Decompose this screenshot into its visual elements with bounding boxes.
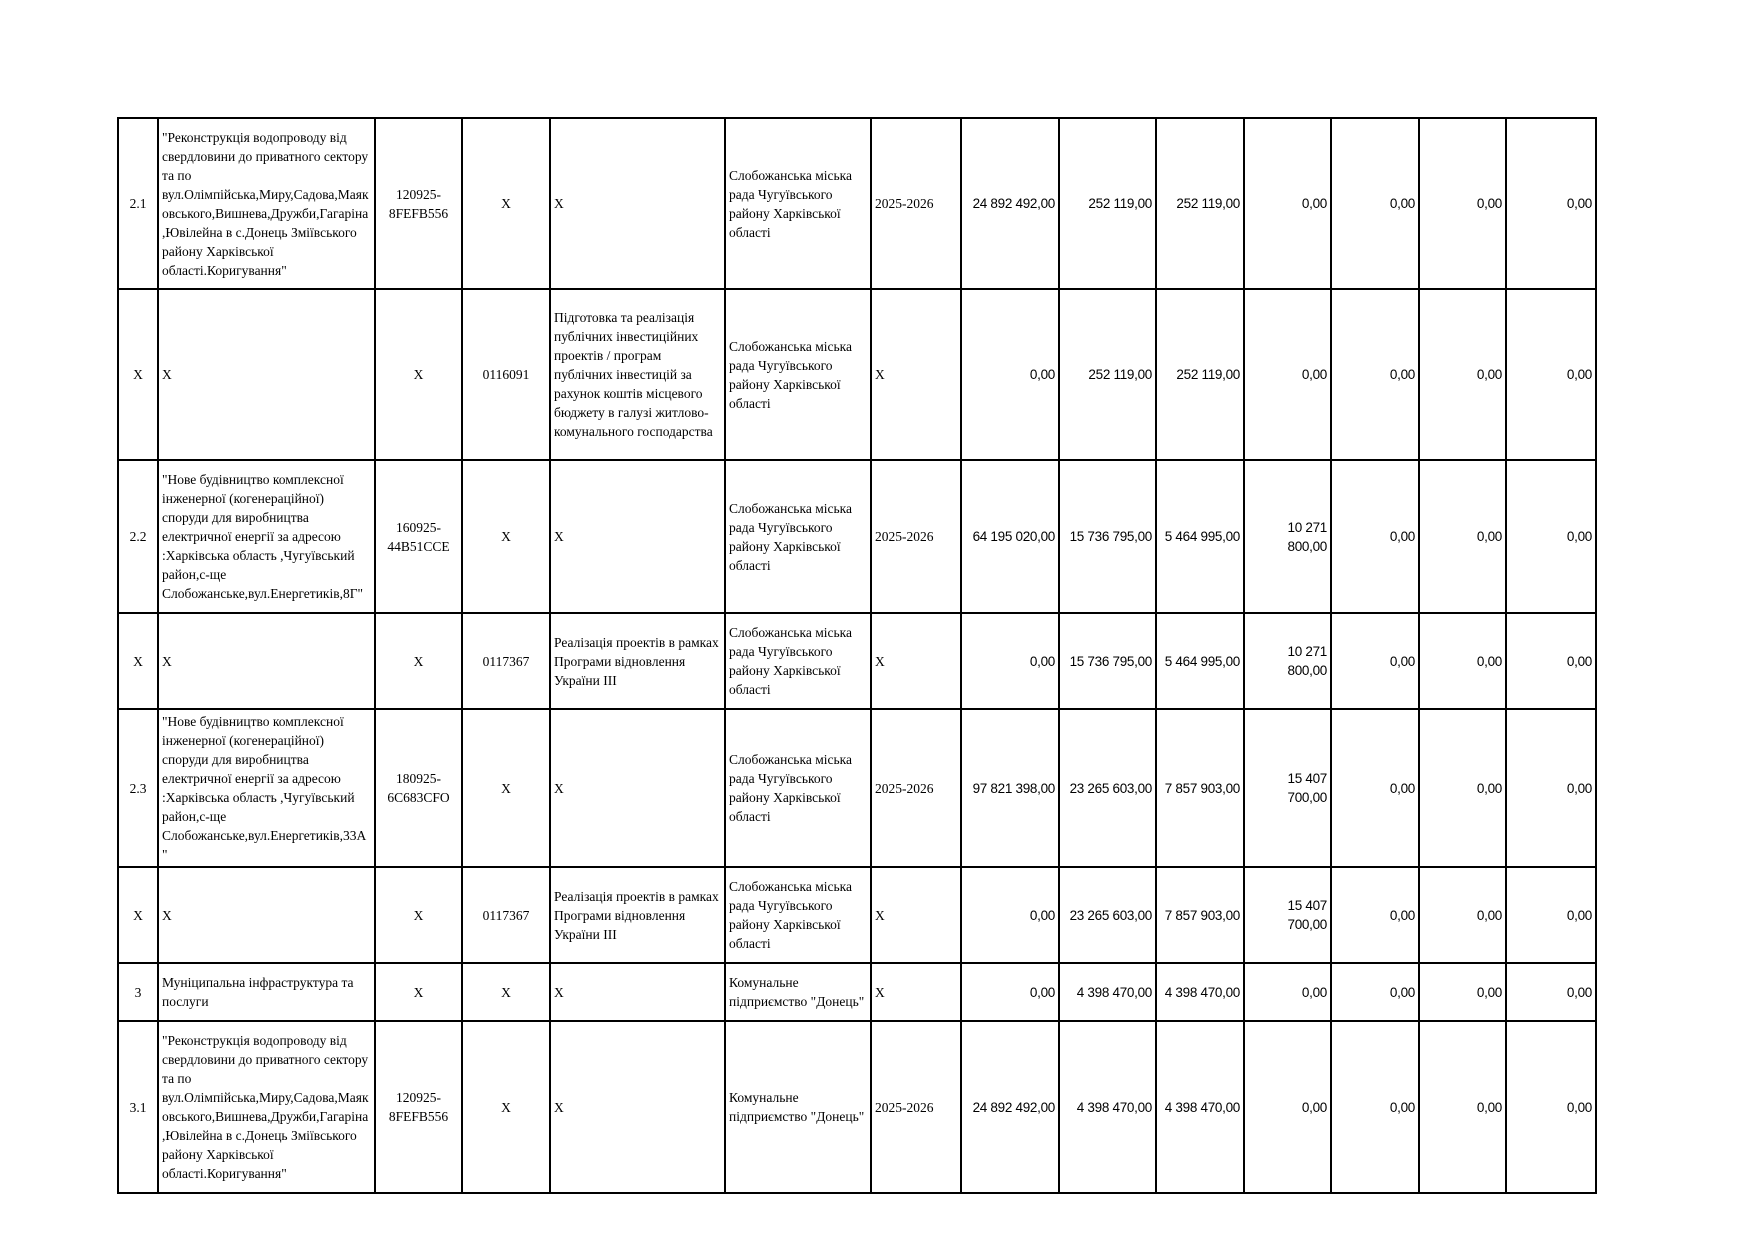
amount-cell-7: 0,00 bbox=[1506, 1021, 1596, 1193]
period-cell: Х bbox=[871, 963, 961, 1021]
budget-code-cell: Х bbox=[462, 1021, 550, 1193]
row-number-cell: 3 bbox=[118, 963, 158, 1021]
organization-cell: Комунальне підприємство "Донець" bbox=[725, 963, 871, 1021]
row-number-cell: 3.1 bbox=[118, 1021, 158, 1193]
program-name-cell: Х bbox=[550, 1021, 725, 1193]
amount-cell-7: 0,00 bbox=[1506, 867, 1596, 963]
amount-cell-7: 0,00 bbox=[1506, 289, 1596, 460]
row-number-cell: 2.2 bbox=[118, 460, 158, 613]
period-cell: Х bbox=[871, 613, 961, 709]
period-cell: 2025-2026 bbox=[871, 460, 961, 613]
period-cell: 2025-2026 bbox=[871, 709, 961, 867]
amount-cell-3: 5 464 995,00 bbox=[1156, 460, 1244, 613]
organization-cell: Слобожанська міська рада Чугуївського району Харківської області bbox=[725, 118, 871, 289]
amount-cell-5: 0,00 bbox=[1331, 460, 1419, 613]
amount-cell-7: 0,00 bbox=[1506, 460, 1596, 613]
program-name-cell: Підготовка та реалізація публічних інвестиційних проектів / програм публічних інвестицій за рахунок коштів місцевого бюджету в галузі житлово-комунального господарства bbox=[550, 289, 725, 460]
amount-cell-5: 0,00 bbox=[1331, 963, 1419, 1021]
amount-cell-1: 0,00 bbox=[961, 613, 1059, 709]
amount-cell-3: 7 857 903,00 bbox=[1156, 709, 1244, 867]
table-row bbox=[118, 709, 1596, 867]
period-cell: 2025-2026 bbox=[871, 118, 961, 289]
table-row bbox=[118, 289, 1596, 460]
amount-cell-6: 0,00 bbox=[1419, 460, 1506, 613]
project-code-cell: Х bbox=[375, 963, 462, 1021]
row-number-cell: 2.3 bbox=[118, 709, 158, 867]
budget-code-cell: 0116091 bbox=[462, 289, 550, 460]
program-name-cell: Х bbox=[550, 963, 725, 1021]
amount-cell-2: 23 265 603,00 bbox=[1059, 709, 1156, 867]
budget-code-cell: Х bbox=[462, 709, 550, 867]
amount-cell-3: 4 398 470,00 bbox=[1156, 1021, 1244, 1193]
amount-cell-1: 64 195 020,00 bbox=[961, 460, 1059, 613]
project-name-cell: Х bbox=[158, 289, 375, 460]
amount-cell-4: 0,00 bbox=[1244, 118, 1331, 289]
project-name-cell: Муніципальна інфраструктура та послуги bbox=[158, 963, 375, 1021]
amount-cell-2: 252 119,00 bbox=[1059, 289, 1156, 460]
amount-cell-6: 0,00 bbox=[1419, 867, 1506, 963]
project-name-cell: Х bbox=[158, 867, 375, 963]
project-code-cell: Х bbox=[375, 289, 462, 460]
amount-cell-6: 0,00 bbox=[1419, 613, 1506, 709]
budget-code-cell: Х bbox=[462, 963, 550, 1021]
amount-cell-6: 0,00 bbox=[1419, 963, 1506, 1021]
period-cell: 2025-2026 bbox=[871, 1021, 961, 1193]
amount-cell-2: 4 398 470,00 bbox=[1059, 1021, 1156, 1193]
amount-cell-3: 252 119,00 bbox=[1156, 118, 1244, 289]
organization-cell: Слобожанська міська рада Чугуївського району Харківської області bbox=[725, 613, 871, 709]
row-number-cell: 2.1 bbox=[118, 118, 158, 289]
amount-cell-5: 0,00 bbox=[1331, 289, 1419, 460]
table-row bbox=[118, 460, 1596, 613]
budget-code-cell: 0117367 bbox=[462, 613, 550, 709]
amount-cell-1: 0,00 bbox=[961, 867, 1059, 963]
amount-cell-4: 0,00 bbox=[1244, 963, 1331, 1021]
program-name-cell: Х bbox=[550, 709, 725, 867]
program-name-cell: Х bbox=[550, 460, 725, 613]
project-code-cell: 120925-8FEFB556 bbox=[375, 118, 462, 289]
program-name-cell: Реалізація проектів в рамках Програми відновлення України ІІІ bbox=[550, 867, 725, 963]
project-name-cell: "Нове будівництво комплексної інженерної (когенераційної) споруди для виробництва електричної енергії за адресою :Харківська область ,Чугуївський район,с-ще Слобожанське,вул.Енергетиків,8Г" bbox=[158, 460, 375, 613]
period-cell: Х bbox=[871, 867, 961, 963]
table-row bbox=[118, 867, 1596, 963]
row-number-cell: Х bbox=[118, 613, 158, 709]
row-number-cell: Х bbox=[118, 289, 158, 460]
amount-cell-2: 15 736 795,00 bbox=[1059, 460, 1156, 613]
amount-cell-1: 0,00 bbox=[961, 289, 1059, 460]
amount-cell-2: 4 398 470,00 bbox=[1059, 963, 1156, 1021]
amount-cell-5: 0,00 bbox=[1331, 118, 1419, 289]
project-code-cell: 120925-8FEFB556 bbox=[375, 1021, 462, 1193]
amount-cell-2: 252 119,00 bbox=[1059, 118, 1156, 289]
table-row bbox=[118, 1021, 1596, 1193]
amount-cell-4: 10 271 800,00 bbox=[1244, 460, 1331, 613]
amount-cell-3: 252 119,00 bbox=[1156, 289, 1244, 460]
amount-cell-6: 0,00 bbox=[1419, 709, 1506, 867]
amount-cell-1: 24 892 492,00 bbox=[961, 118, 1059, 289]
project-name-cell: "Реконструкція водопроводу від свердловини до приватного сектору та по вул.Олімпійська,Миру,Садова,Маяковського,Вишнева,Дружби,Гагаріна,Ювілейна в с.Донець Зміївського району Харківської області.Коригування" bbox=[158, 118, 375, 289]
amount-cell-1: 24 892 492,00 bbox=[961, 1021, 1059, 1193]
amount-cell-2: 23 265 603,00 bbox=[1059, 867, 1156, 963]
amount-cell-6: 0,00 bbox=[1419, 118, 1506, 289]
amount-cell-4: 15 407 700,00 bbox=[1244, 867, 1331, 963]
project-name-cell: "Реконструкція водопроводу від свердловини до приватного сектору та по вул.Олімпійська,Миру,Садова,Маяковського,Вишнева,Дружби,Гагаріна,Ювілейна в с.Донець Зміївського району Харківської області.Коригування" bbox=[158, 1021, 375, 1193]
amount-cell-5: 0,00 bbox=[1331, 709, 1419, 867]
amount-cell-4: 15 407 700,00 bbox=[1244, 709, 1331, 867]
amount-cell-6: 0,00 bbox=[1419, 289, 1506, 460]
amount-cell-1: 0,00 bbox=[961, 963, 1059, 1021]
table-row bbox=[118, 963, 1596, 1021]
investment-projects-table bbox=[117, 117, 1597, 1194]
amount-cell-3: 4 398 470,00 bbox=[1156, 963, 1244, 1021]
amount-cell-5: 0,00 bbox=[1331, 613, 1419, 709]
amount-cell-5: 0,00 bbox=[1331, 867, 1419, 963]
period-cell: Х bbox=[871, 289, 961, 460]
table-row bbox=[118, 613, 1596, 709]
organization-cell: Слобожанська міська рада Чугуївського району Харківської області bbox=[725, 289, 871, 460]
amount-cell-4: 10 271 800,00 bbox=[1244, 613, 1331, 709]
organization-cell: Слобожанська міська рада Чугуївського району Харківської області bbox=[725, 709, 871, 867]
row-number-cell: Х bbox=[118, 867, 158, 963]
organization-cell: Слобожанська міська рада Чугуївського району Харківської області bbox=[725, 460, 871, 613]
amount-cell-6: 0,00 bbox=[1419, 1021, 1506, 1193]
amount-cell-3: 5 464 995,00 bbox=[1156, 613, 1244, 709]
organization-cell: Слобожанська міська рада Чугуївського району Харківської області bbox=[725, 867, 871, 963]
amount-cell-2: 15 736 795,00 bbox=[1059, 613, 1156, 709]
budget-code-cell: 0117367 bbox=[462, 867, 550, 963]
project-code-cell: 180925-6C683CFO bbox=[375, 709, 462, 867]
amount-cell-4: 0,00 bbox=[1244, 289, 1331, 460]
table-row bbox=[118, 118, 1596, 289]
amount-cell-7: 0,00 bbox=[1506, 118, 1596, 289]
project-name-cell: "Нове будівництво комплексної інженерної (когенераційної) споруди для виробництва електричної енергії за адресою :Харківська область ,Чугуївський район,с-ще Слобожанське,вул.Енергетиків,33А" bbox=[158, 709, 375, 867]
organization-cell: Комунальне підприємство "Донець" bbox=[725, 1021, 871, 1193]
project-code-cell: Х bbox=[375, 867, 462, 963]
amount-cell-1: 97 821 398,00 bbox=[961, 709, 1059, 867]
amount-cell-7: 0,00 bbox=[1506, 709, 1596, 867]
amount-cell-7: 0,00 bbox=[1506, 613, 1596, 709]
project-code-cell: Х bbox=[375, 613, 462, 709]
project-code-cell: 160925-44B51CCE bbox=[375, 460, 462, 613]
amount-cell-5: 0,00 bbox=[1331, 1021, 1419, 1193]
amount-cell-7: 0,00 bbox=[1506, 963, 1596, 1021]
program-name-cell: Х bbox=[550, 118, 725, 289]
amount-cell-3: 7 857 903,00 bbox=[1156, 867, 1244, 963]
program-name-cell: Реалізація проектів в рамках Програми відновлення України ІІІ bbox=[550, 613, 725, 709]
project-name-cell: Х bbox=[158, 613, 375, 709]
amount-cell-4: 0,00 bbox=[1244, 1021, 1331, 1193]
budget-code-cell: Х bbox=[462, 118, 550, 289]
budget-code-cell: Х bbox=[462, 460, 550, 613]
